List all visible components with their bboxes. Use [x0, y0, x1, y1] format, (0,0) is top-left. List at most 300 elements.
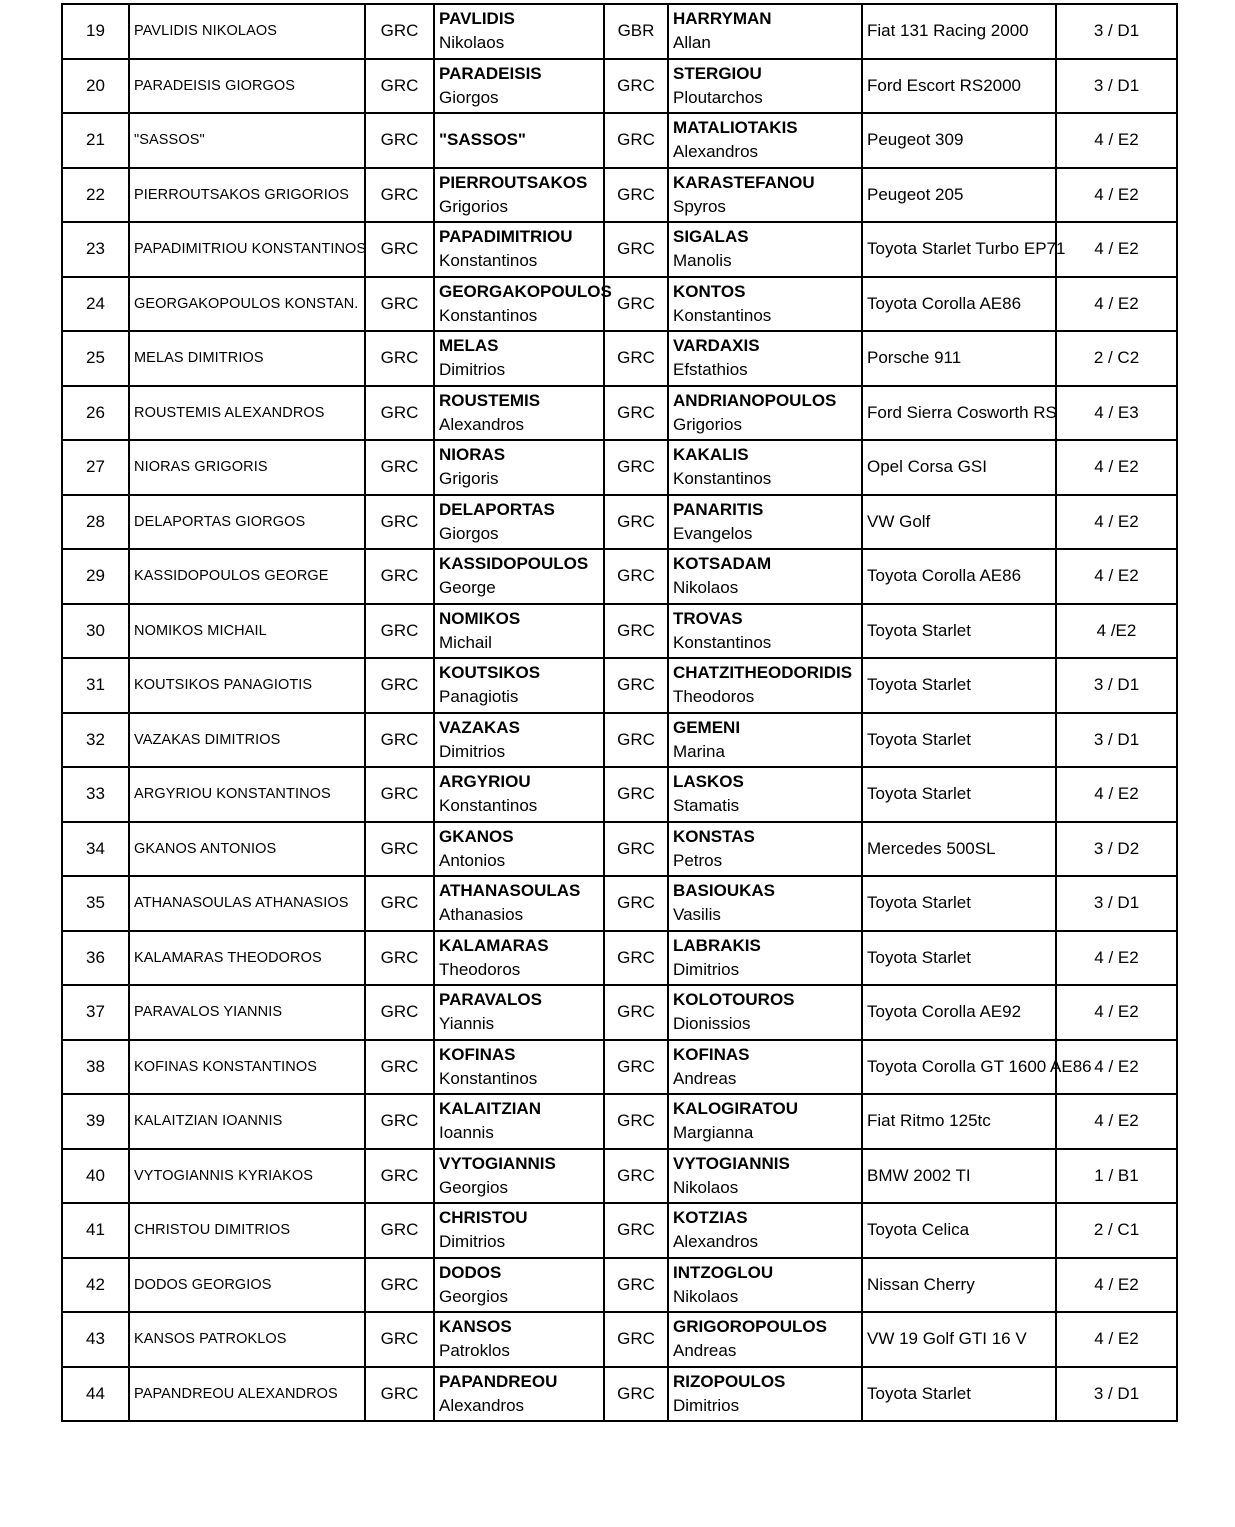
table-row	[62, 549, 1177, 604]
entrant-cell: NIORAS GRIGORIS	[129, 440, 365, 495]
driver-firstname: Georgios	[439, 1177, 508, 1197]
driver-cell	[434, 658, 604, 713]
entrant-cell: PIERROUTSAKOS GRIGORIOS	[129, 168, 365, 223]
driver-surname: PAPADIMITRIOU	[439, 227, 573, 247]
driver-nationality-cell: GRC	[365, 59, 434, 114]
co-driver-cell	[668, 713, 862, 768]
co-driver-surname: GRIGOROPOULOS	[673, 1317, 827, 1337]
driver-nationality-cell: GRC	[365, 1258, 434, 1313]
start-number-cell: 30	[62, 604, 129, 659]
co-driver-cell	[668, 1203, 862, 1258]
entrant-cell: PARADEISIS GIORGOS	[129, 59, 365, 114]
driver-nationality-cell: GRC	[365, 113, 434, 168]
co-driver-cell	[668, 985, 862, 1040]
co-driver-cell	[668, 440, 862, 495]
table-row	[62, 113, 1177, 168]
co-driver-firstname: Grigorios	[673, 414, 742, 434]
driver-surname: MELAS	[439, 336, 499, 356]
start-number-cell: 22	[62, 168, 129, 223]
driver-surname: DODOS	[439, 1262, 502, 1282]
driver-surname: PAPANDREOU	[439, 1371, 558, 1391]
co-driver-surname: CHATZITHEODORIDIS	[673, 663, 853, 683]
driver-surname: VAZAKAS	[439, 717, 520, 737]
driver-surname: KASSIDOPOULOS	[439, 554, 589, 574]
start-number-cell: 23	[62, 222, 129, 277]
start-number-cell: 39	[62, 1094, 129, 1149]
co-driver-surname: KOFINAS	[673, 1044, 750, 1064]
driver-surname: GKANOS	[439, 826, 514, 846]
class-cell: 3 / D1	[1056, 4, 1177, 59]
car-cell: Toyota Corolla AE92	[862, 985, 1056, 1040]
co-driver-cell	[668, 1367, 862, 1422]
co-driver-nationality-cell: GBR	[604, 4, 668, 59]
co-driver-nationality-cell: GRC	[604, 822, 668, 877]
class-cell: 3 / D1	[1056, 876, 1177, 931]
class-cell: 4 / E2	[1056, 222, 1177, 277]
table-row	[62, 1367, 1177, 1422]
class-cell: 4 / E2	[1056, 1040, 1177, 1095]
co-driver-firstname: Andreas	[673, 1341, 737, 1361]
car-cell: Toyota Starlet	[862, 1367, 1056, 1422]
driver-cell	[434, 1040, 604, 1095]
co-driver-nationality-cell: GRC	[604, 440, 668, 495]
table-row	[62, 658, 1177, 713]
driver-nationality-cell: GRC	[365, 222, 434, 277]
co-driver-cell	[668, 876, 862, 931]
entrant-cell: KOUTSIKOS PANAGIOTIS	[129, 658, 365, 713]
car-cell: VW Golf	[862, 495, 1056, 550]
driver-surname: KALAITZIAN	[439, 1099, 541, 1119]
co-driver-nationality-cell: GRC	[604, 386, 668, 441]
table-row	[62, 4, 1177, 59]
driver-cell	[434, 876, 604, 931]
driver-firstname: Konstantinos	[439, 796, 538, 816]
driver-cell	[434, 549, 604, 604]
car-cell: Toyota Starlet	[862, 658, 1056, 713]
class-cell: 4 / E2	[1056, 113, 1177, 168]
driver-cell	[434, 4, 604, 59]
table-row	[62, 59, 1177, 114]
entrant-cell: PAPADIMITRIOU KONSTANTINOS	[129, 222, 365, 277]
co-driver-firstname: Allan	[673, 33, 711, 53]
driver-cell	[434, 113, 604, 168]
entrant-cell: "SASSOS"	[129, 113, 365, 168]
co-driver-firstname: Margianna	[673, 1123, 754, 1143]
co-driver-nationality-cell: GRC	[604, 1040, 668, 1095]
car-cell: Toyota Starlet	[862, 713, 1056, 768]
co-driver-cell	[668, 4, 862, 59]
driver-surname: "SASSOS"	[439, 130, 526, 150]
co-driver-cell	[668, 604, 862, 659]
driver-nationality-cell: GRC	[365, 1312, 434, 1367]
driver-cell	[434, 331, 604, 386]
driver-nationality-cell: GRC	[365, 386, 434, 441]
driver-firstname: Konstantinos	[439, 251, 538, 271]
driver-nationality-cell: GRC	[365, 713, 434, 768]
co-driver-nationality-cell: GRC	[604, 1203, 668, 1258]
car-cell: Nissan Cherry	[862, 1258, 1056, 1313]
start-number-cell: 29	[62, 549, 129, 604]
entrant-cell: NOMIKOS MICHAIL	[129, 604, 365, 659]
co-driver-nationality-cell: GRC	[604, 549, 668, 604]
start-number-cell: 36	[62, 931, 129, 986]
table-row	[62, 277, 1177, 332]
start-number-cell: 32	[62, 713, 129, 768]
co-driver-surname: INTZOGLOU	[673, 1262, 774, 1282]
driver-cell	[434, 985, 604, 1040]
co-driver-firstname: Evangelos	[673, 523, 753, 543]
driver-nationality-cell: GRC	[365, 549, 434, 604]
table-row	[62, 931, 1177, 986]
class-cell: 4 /E2	[1056, 604, 1177, 659]
co-driver-cell	[668, 767, 862, 822]
entrant-cell: KANSOS PATROKLOS	[129, 1312, 365, 1367]
driver-firstname: Dimitrios	[439, 1232, 506, 1252]
start-number-cell: 44	[62, 1367, 129, 1422]
start-number-cell: 34	[62, 822, 129, 877]
co-driver-surname: HARRYMAN	[673, 9, 772, 29]
table-row	[62, 1094, 1177, 1149]
car-cell: Mercedes 500SL	[862, 822, 1056, 877]
driver-cell	[434, 1149, 604, 1204]
co-driver-nationality-cell: GRC	[604, 985, 668, 1040]
driver-nationality-cell: GRC	[365, 1203, 434, 1258]
co-driver-nationality-cell: GRC	[604, 876, 668, 931]
co-driver-firstname: Andreas	[673, 1068, 737, 1088]
start-number-cell: 24	[62, 277, 129, 332]
co-driver-nationality-cell: GRC	[604, 1367, 668, 1422]
co-driver-cell	[668, 1094, 862, 1149]
driver-surname: ATHANASOULAS	[439, 881, 581, 901]
driver-surname: DELAPORTAS	[439, 499, 555, 519]
driver-nationality-cell: GRC	[365, 331, 434, 386]
driver-nationality-cell: GRC	[365, 985, 434, 1040]
class-cell: 2 / C2	[1056, 331, 1177, 386]
driver-firstname: Michail	[439, 632, 492, 652]
table-row	[62, 822, 1177, 877]
driver-cell	[434, 386, 604, 441]
driver-cell	[434, 277, 612, 332]
start-number-cell: 26	[62, 386, 129, 441]
co-driver-nationality-cell: GRC	[604, 767, 668, 822]
driver-nationality-cell: GRC	[365, 1367, 434, 1422]
driver-nationality-cell: GRC	[365, 822, 434, 877]
entry-list-body	[62, 4, 1177, 1421]
car-cell: Toyota Starlet	[862, 931, 1056, 986]
class-cell: 4 / E2	[1056, 168, 1177, 223]
co-driver-surname: RIZOPOULOS	[673, 1371, 786, 1391]
car-cell: Toyota Starlet	[862, 876, 1056, 931]
start-number-cell: 33	[62, 767, 129, 822]
entrant-cell: PARAVALOS YIANNIS	[129, 985, 365, 1040]
table-row	[62, 985, 1177, 1040]
co-driver-nationality-cell: GRC	[604, 331, 668, 386]
driver-surname: ROUSTEMIS	[439, 390, 541, 410]
entrant-cell: GKANOS ANTONIOS	[129, 822, 365, 877]
driver-cell	[434, 1367, 604, 1422]
co-driver-cell	[668, 168, 862, 223]
co-driver-nationality-cell: GRC	[604, 1094, 668, 1149]
co-driver-nationality-cell: GRC	[604, 1312, 668, 1367]
class-cell: 1 / B1	[1056, 1149, 1177, 1204]
co-driver-cell	[668, 277, 862, 332]
start-number-cell: 43	[62, 1312, 129, 1367]
driver-firstname: Grigorios	[439, 196, 508, 216]
driver-surname: ARGYRIOU	[439, 772, 531, 792]
driver-firstname: Dimitrios	[439, 741, 506, 761]
class-cell: 4 / E2	[1056, 1094, 1177, 1149]
co-driver-cell	[668, 59, 862, 114]
driver-cell	[434, 1258, 604, 1313]
class-cell: 4 / E2	[1056, 549, 1177, 604]
co-driver-nationality-cell: GRC	[604, 713, 668, 768]
co-driver-firstname: Vasilis	[673, 905, 721, 925]
co-driver-cell	[668, 1312, 862, 1367]
class-cell: 4 / E2	[1056, 495, 1177, 550]
co-driver-surname: STERGIOU	[673, 63, 762, 83]
co-driver-cell	[668, 1149, 862, 1204]
driver-nationality-cell: GRC	[365, 658, 434, 713]
start-number-cell: 40	[62, 1149, 129, 1204]
entrant-cell: KALAITZIAN IOANNIS	[129, 1094, 365, 1149]
co-driver-firstname: Manolis	[673, 251, 732, 271]
driver-nationality-cell: GRC	[365, 168, 434, 223]
driver-firstname: Alexandros	[439, 414, 525, 434]
co-driver-nationality-cell: GRC	[604, 658, 668, 713]
co-driver-nationality-cell: GRC	[604, 168, 668, 223]
driver-firstname: Alexandros	[439, 1395, 525, 1415]
driver-nationality-cell: GRC	[365, 604, 434, 659]
co-driver-surname: KONSTAS	[673, 826, 755, 846]
driver-firstname: Antonios	[439, 850, 506, 870]
class-cell: 3 / D1	[1056, 59, 1177, 114]
class-cell: 4 / E3	[1056, 386, 1177, 441]
co-driver-surname: TROVAS	[673, 608, 743, 628]
co-driver-firstname: Stamatis	[673, 796, 740, 816]
driver-firstname: Giorgos	[439, 523, 499, 543]
driver-nationality-cell: GRC	[365, 277, 434, 332]
driver-nationality-cell: GRC	[365, 1040, 434, 1095]
entrant-cell: PAPANDREOU ALEXANDROS	[129, 1367, 365, 1422]
co-driver-surname: BASIOUKAS	[673, 881, 776, 901]
driver-firstname: Theodoros	[439, 959, 521, 979]
driver-surname: NIORAS	[439, 445, 506, 465]
entrant-cell: DODOS GEORGIOS	[129, 1258, 365, 1313]
entrant-cell: KOFINAS KONSTANTINOS	[129, 1040, 365, 1095]
driver-firstname: Konstantinos	[439, 305, 538, 325]
car-cell: Toyota Corolla GT 1600 AE86	[862, 1040, 1056, 1095]
start-number-cell: 37	[62, 985, 129, 1040]
entrant-cell: KASSIDOPOULOS GEORGE	[129, 549, 365, 604]
car-cell: BMW 2002 TI	[862, 1149, 1056, 1204]
co-driver-cell	[668, 1258, 862, 1313]
co-driver-firstname: Nikolaos	[673, 1177, 739, 1197]
entrant-cell: DELAPORTAS GIORGOS	[129, 495, 365, 550]
co-driver-firstname: Theodoros	[673, 687, 755, 707]
class-cell: 4 / E2	[1056, 277, 1177, 332]
driver-surname: KALAMARAS	[439, 935, 549, 955]
car-cell: Toyota Corolla AE86	[862, 277, 1056, 332]
co-driver-surname: KARASTEFANOU	[673, 172, 815, 192]
driver-surname: PAVLIDIS	[439, 9, 515, 29]
class-cell: 3 / D1	[1056, 658, 1177, 713]
table-row	[62, 1312, 1177, 1367]
entrant-cell: PAVLIDIS NIKOLAOS	[129, 4, 365, 59]
driver-firstname: Ioannis	[439, 1123, 494, 1143]
driver-firstname: Giorgos	[439, 87, 499, 107]
driver-surname: KOUTSIKOS	[439, 663, 541, 683]
co-driver-surname: KAKALIS	[673, 445, 749, 465]
co-driver-firstname: Dionissios	[673, 1014, 751, 1034]
co-driver-nationality-cell: GRC	[604, 495, 668, 550]
co-driver-nationality-cell: GRC	[604, 1149, 668, 1204]
entrant-cell: ATHANASOULAS ATHANASIOS	[129, 876, 365, 931]
driver-firstname: Patroklos	[439, 1341, 510, 1361]
start-number-cell: 27	[62, 440, 129, 495]
table-row	[62, 1149, 1177, 1204]
start-number-cell: 38	[62, 1040, 129, 1095]
car-cell: VW 19 Golf GTI 16 V	[862, 1312, 1056, 1367]
driver-nationality-cell: GRC	[365, 4, 434, 59]
table-row	[62, 604, 1177, 659]
driver-nationality-cell: GRC	[365, 440, 434, 495]
start-number-cell: 35	[62, 876, 129, 931]
start-number-cell: 41	[62, 1203, 129, 1258]
driver-firstname: Panagiotis	[439, 687, 519, 707]
co-driver-firstname: Konstantinos	[673, 305, 772, 325]
car-cell: Toyota Starlet	[862, 767, 1056, 822]
entrant-cell: CHRISTOU DIMITRIOS	[129, 1203, 365, 1258]
co-driver-cell	[668, 113, 862, 168]
co-driver-surname: LASKOS	[673, 772, 744, 792]
entrant-cell: GEORGAKOPOULOS KONSTAN.	[129, 277, 365, 332]
driver-surname: PIERROUTSAKOS	[439, 172, 588, 192]
class-cell: 4 / E2	[1056, 1312, 1177, 1367]
start-number-cell: 25	[62, 331, 129, 386]
co-driver-surname: SIGALAS	[673, 227, 749, 247]
table-row	[62, 440, 1177, 495]
start-number-cell: 21	[62, 113, 129, 168]
co-driver-firstname: Marina	[673, 741, 725, 761]
table-row	[62, 222, 1177, 277]
driver-cell	[434, 59, 604, 114]
table-row	[62, 876, 1177, 931]
driver-surname: KANSOS	[439, 1317, 512, 1337]
co-driver-surname: KOLOTOUROS	[673, 990, 795, 1010]
driver-nationality-cell: GRC	[365, 931, 434, 986]
driver-surname: PARAVALOS	[439, 990, 542, 1010]
co-driver-nationality-cell: GRC	[604, 931, 668, 986]
co-driver-surname: PANARITIS	[673, 499, 764, 519]
driver-cell	[434, 168, 604, 223]
table-row	[62, 331, 1177, 386]
co-driver-nationality-cell: GRC	[604, 1258, 668, 1313]
class-cell: 3 / D1	[1056, 1367, 1177, 1422]
class-cell: 4 / E2	[1056, 440, 1177, 495]
co-driver-surname: MATALIOTAKIS	[673, 118, 798, 138]
co-driver-surname: LABRAKIS	[673, 935, 761, 955]
car-cell: Toyota Starlet	[862, 604, 1056, 659]
co-driver-firstname: Spyros	[673, 196, 726, 216]
table-row	[62, 1203, 1177, 1258]
co-driver-firstname: Alexandros	[673, 142, 759, 162]
table-row	[62, 767, 1177, 822]
co-driver-firstname: Konstantinos	[673, 469, 772, 489]
table-row	[62, 713, 1177, 768]
co-driver-surname: VARDAXIS	[673, 336, 760, 356]
co-driver-firstname: Petros	[673, 850, 723, 870]
co-driver-nationality-cell: GRC	[604, 113, 668, 168]
driver-cell	[434, 1312, 604, 1367]
driver-surname: VYTOGIANNIS	[439, 1153, 556, 1173]
co-driver-firstname: Ploutarchos	[673, 87, 763, 107]
car-cell: Peugeot 205	[862, 168, 1056, 223]
car-cell: Toyota Starlet Turbo EP71	[862, 222, 1056, 277]
entrant-cell: ARGYRIOU KONSTANTINOS	[129, 767, 365, 822]
driver-firstname: Grigoris	[439, 469, 499, 489]
class-cell: 4 / E2	[1056, 767, 1177, 822]
co-driver-surname: KOTSADAM	[673, 554, 772, 574]
car-cell: Ford Escort RS2000	[862, 59, 1056, 114]
co-driver-cell	[668, 549, 862, 604]
co-driver-surname: KONTOS	[673, 281, 746, 301]
start-number-cell: 28	[62, 495, 129, 550]
driver-firstname: Nikolaos	[439, 33, 505, 53]
entry-list-table	[61, 3, 1178, 1422]
driver-nationality-cell: GRC	[365, 876, 434, 931]
co-driver-cell	[668, 222, 862, 277]
car-cell: Fiat Ritmo 125tc	[862, 1094, 1056, 1149]
co-driver-firstname: Nikolaos	[673, 578, 739, 598]
co-driver-cell	[668, 331, 862, 386]
table-row	[62, 386, 1177, 441]
entrant-cell: KALAMARAS THEODOROS	[129, 931, 365, 986]
driver-surname: CHRISTOU	[439, 1208, 528, 1228]
car-cell: Ford Sierra Cosworth RS	[862, 386, 1056, 441]
car-cell: Porsche 911	[862, 331, 1056, 386]
co-driver-cell	[668, 822, 862, 877]
driver-surname: NOMIKOS	[439, 608, 521, 628]
driver-cell	[434, 822, 604, 877]
car-cell: Opel Corsa GSI	[862, 440, 1056, 495]
driver-firstname: Athanasios	[439, 905, 524, 925]
co-driver-nationality-cell: GRC	[604, 222, 668, 277]
co-driver-firstname: Dimitrios	[673, 1395, 740, 1415]
driver-nationality-cell: GRC	[365, 495, 434, 550]
co-driver-nationality-cell: GRC	[604, 604, 668, 659]
driver-cell	[434, 1094, 604, 1149]
car-cell: Fiat 131 Racing 2000	[862, 4, 1056, 59]
co-driver-cell	[668, 386, 862, 441]
car-cell: Peugeot 309	[862, 113, 1056, 168]
co-driver-surname: ANDRIANOPOULOS	[673, 390, 837, 410]
start-number-cell: 20	[62, 59, 129, 114]
co-driver-firstname: Nikolaos	[673, 1286, 739, 1306]
co-driver-firstname: Efstathios	[673, 360, 748, 380]
table-row	[62, 495, 1177, 550]
entrant-cell: ROUSTEMIS ALEXANDROS	[129, 386, 365, 441]
entrant-cell: VYTOGIANNIS KYRIAKOS	[129, 1149, 365, 1204]
driver-firstname: Konstantinos	[439, 1068, 538, 1088]
start-number-cell: 31	[62, 658, 129, 713]
driver-cell	[434, 1203, 604, 1258]
driver-cell	[434, 931, 604, 986]
car-cell: Toyota Celica	[862, 1203, 1056, 1258]
co-driver-firstname: Konstantinos	[673, 632, 772, 652]
co-driver-cell	[668, 931, 862, 986]
driver-firstname: Georgios	[439, 1286, 508, 1306]
car-cell: Toyota Corolla AE86	[862, 549, 1056, 604]
